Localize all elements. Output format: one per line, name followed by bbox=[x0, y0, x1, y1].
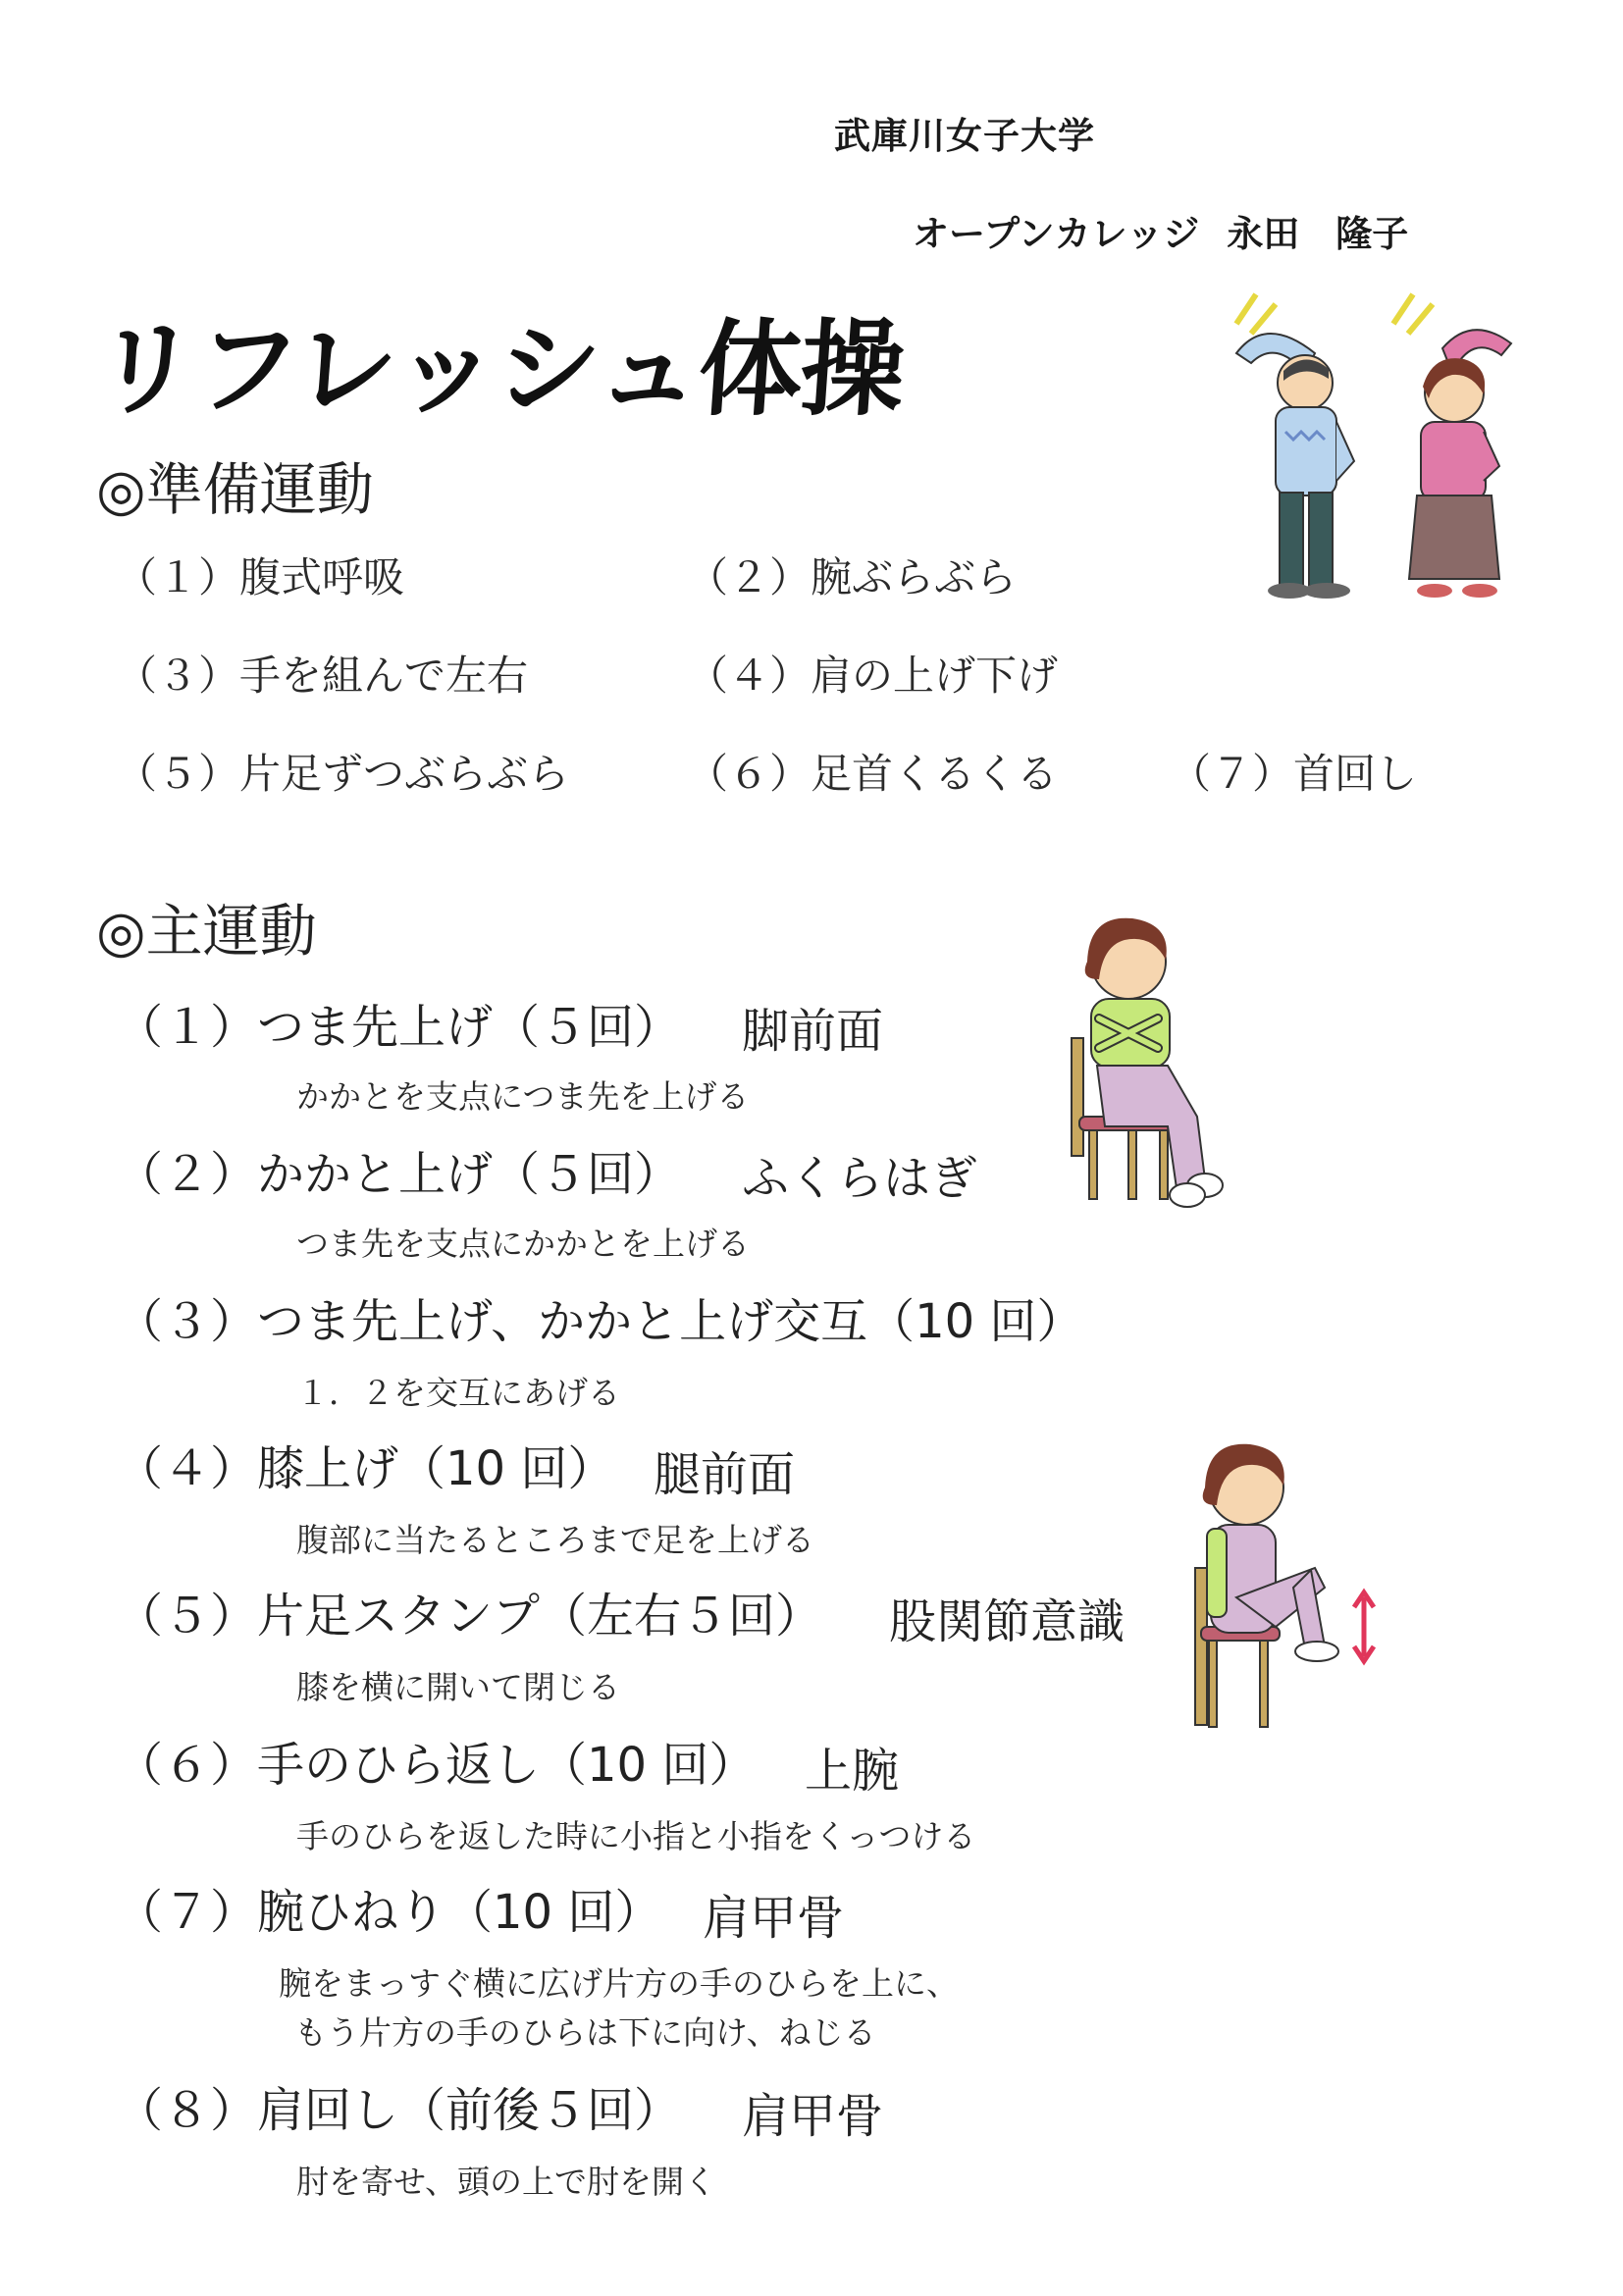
page-title: リフレッシュ体操 bbox=[89, 309, 908, 430]
exercise-6 bbox=[116, 1727, 756, 1795]
warmup-item-4: （４）肩の上げ下げ bbox=[687, 652, 1059, 700]
woman-figure bbox=[1409, 330, 1511, 598]
exercise-3-label: （３）つま先上げ、かかと上げ交互（10 回） bbox=[116, 1294, 1084, 1349]
seated-woman-arms-crossed-illustration bbox=[1050, 901, 1246, 1215]
exercise-1-label: （１）つま先上げ（５回） bbox=[116, 1000, 682, 1055]
exercise-3 bbox=[116, 1283, 1083, 1351]
exercise-8-label: （８）肩回し（前後５回） bbox=[116, 2083, 682, 2138]
exercise-6-desc: 手のひらを返した時に小指と小指をくっつける bbox=[296, 1817, 976, 1855]
exercise-5-muscle: 股関節意識 bbox=[889, 1594, 1126, 1649]
warmup-item-5: （５）片足ずつぶらぶら bbox=[116, 750, 570, 798]
exercise-5 bbox=[116, 1578, 822, 1645]
exercise-3-desc: １．２を交互にあげる bbox=[296, 1374, 620, 1412]
exercise-4-desc: 腹部に当たるところまで足を上げる bbox=[296, 1521, 814, 1559]
motion-mark-right bbox=[1393, 294, 1433, 334]
exercise-5-label: （５）片足スタンプ（左右５回） bbox=[116, 1589, 823, 1644]
course-line bbox=[913, 204, 1408, 257]
man-figure bbox=[1236, 334, 1354, 599]
exercise-8-muscle: 肩甲骨 bbox=[742, 2089, 884, 2144]
exercise-7 bbox=[116, 1874, 661, 1942]
exercise-2 bbox=[116, 1136, 681, 1204]
exercise-6-label: （６）手のひら返し（10 回） bbox=[116, 1738, 757, 1793]
warmup-item-1: （１）腹式呼吸 bbox=[116, 553, 405, 601]
exercise-4-label: （４）膝上げ（10 回） bbox=[116, 1441, 615, 1496]
instructor-name: 永田 隆子 bbox=[1227, 213, 1409, 255]
exercise-1-desc: かかとを支点につま先を上げる bbox=[296, 1077, 750, 1116]
stretching-couple-illustration bbox=[1207, 285, 1541, 618]
exercise-2-desc: つま先を支点にかかとを上げる bbox=[296, 1225, 750, 1263]
exercise-8 bbox=[116, 2072, 681, 2140]
exercise-7-label: （７）腕ひねり（10 回） bbox=[116, 1885, 662, 1940]
exercise-7-muscle: 肩甲骨 bbox=[703, 1891, 845, 1946]
exercise-7-desc-2: もう片方の手のひらは下に向け、ねじる bbox=[294, 2013, 876, 2052]
exercise-1 bbox=[116, 989, 681, 1057]
course-name: オープンカレッジ bbox=[913, 213, 1200, 255]
exercise-7-desc-1: 腕をまっすぐ横に広げ片方の手のひらを上に、 bbox=[279, 1964, 959, 2003]
exercise-2-muscle: ふくらはぎ bbox=[742, 1151, 978, 1206]
warmup-item-7: （７）首回し bbox=[1170, 750, 1418, 798]
exercise-5-desc: 膝を横に開いて閉じる bbox=[296, 1668, 620, 1706]
warmup-item-2: （２）腕ぶらぶら bbox=[687, 553, 1018, 601]
exercise-1-muscle: 脚前面 bbox=[742, 1004, 884, 1059]
seated-woman-knee-lift-illustration bbox=[1168, 1431, 1403, 1735]
exercise-2-label: （２）かかと上げ（５回） bbox=[116, 1147, 682, 1202]
organization-name: 武庫川女子大学 bbox=[834, 115, 1095, 157]
warmup-heading: ◎準備運動 bbox=[96, 456, 374, 523]
exercise-6-muscle: 上腕 bbox=[805, 1744, 900, 1799]
main-heading: ◎主運動 bbox=[96, 898, 317, 965]
motion-mark-left bbox=[1236, 294, 1276, 334]
exercise-8-desc: 肘を寄せ、頭の上で肘を開く bbox=[296, 2163, 717, 2201]
exercise-4-muscle: 腿前面 bbox=[654, 1447, 796, 1502]
warmup-item-3: （３）手を組んで左右 bbox=[116, 652, 529, 700]
warmup-item-6: （６）足首くるくる bbox=[687, 750, 1059, 798]
exercise-4 bbox=[116, 1431, 614, 1498]
